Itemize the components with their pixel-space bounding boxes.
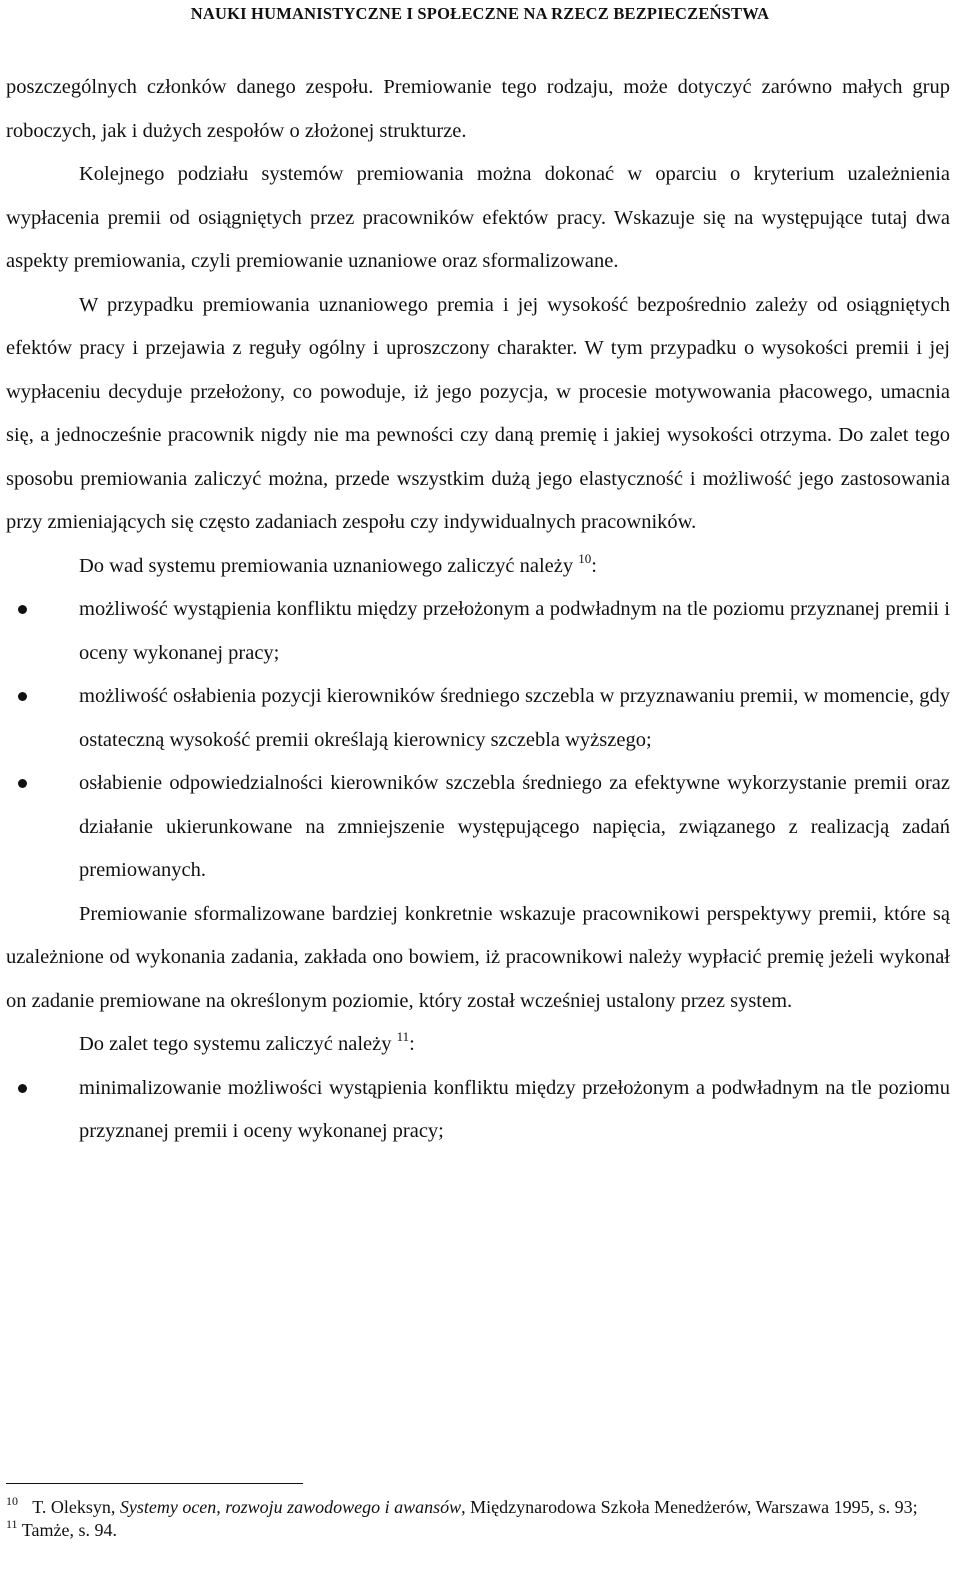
bullet-icon: [18, 779, 27, 788]
footnote-text: Tamże, s. 94.: [21, 1520, 117, 1540]
footnote-book-title: Systemy ocen, rozwoju zawodowego i awansów: [119, 1497, 462, 1517]
paragraph-intro-zalety: [6, 1023, 950, 1067]
list-item: [6, 1067, 950, 1154]
footnote-author: T. Oleksyn,: [32, 1497, 116, 1517]
list-item-text: możliwość osłabienia pozycji kierowników średniego szczebla w przyznawaniu premii, w momencie, gdy ostateczną wysokość premii określają kierownicy szczebla wyższego;: [79, 685, 950, 751]
list-item: [6, 588, 950, 675]
paragraph-intro-wady: [6, 545, 950, 589]
footnote-number: 11: [6, 1517, 18, 1531]
bullet-icon: [18, 1084, 27, 1093]
paragraph: Kolejnego podziału systemów premiowania można dokonać w oparciu o kryterium uzależnienia wypłacenia premii od osiągniętych przez pracowników efektów pracy. Wskazuje się na występujące tutaj dwa aspekty premiowania, czyli premiowanie uznaniowe oraz sformalizowane.: [6, 163, 950, 272]
footnote-reference: 10: [578, 550, 592, 566]
paragraph: poszczególnych członków danego zespołu. Premiowanie tego rodzaju, może dotyczyć zarówno małych grup roboczych, jak i dużych zespołów o złożonej strukturze.: [6, 76, 950, 142]
bullet-list-wady: [6, 588, 950, 893]
footnote-10: $^{10}$ T. Oleksyn, Systemy ocen, rozwoju zawodowego i awansów, Międzynarodowa Szkoła Menedżerów, Warszawa 1995, s. 93;: [6, 1494, 918, 1517]
paragraph-text: Do wad systemu premiowania uznaniowego zaliczyć należy: [79, 554, 574, 577]
footnote-11: [6, 1519, 950, 1542]
running-header: NAUKI HUMANISTYCZNE I SPOŁECZNE NA RZECZ BEZPIECZEŃSTWA: [190, 4, 770, 23]
list-item: [6, 762, 950, 893]
bullet-icon: [18, 692, 27, 701]
list-item-text: minimalizowanie możliwości wystąpienia konfliktu między przełożonym a podwładnym na tle poziomu przyznanej premii i oceny wykonanej pracy;: [79, 1076, 950, 1142]
footnote-publisher: , Międzynarodowa Szkoła Menedżerów, Warszawa 1995, s. 93;: [461, 1497, 918, 1517]
colon: :: [409, 1033, 415, 1055]
list-item-text: możliwość wystąpienia konfliktu między przełożonym a podwładnym na tle poziomu przyznanej premii i oceny wykonanej pracy;: [79, 598, 950, 664]
body-text: [6, 66, 950, 1154]
bullet-list-zalety: [6, 1067, 950, 1154]
colon: :: [591, 554, 597, 577]
footnote-reference: 11: [396, 1029, 410, 1044]
paragraph: Premiowanie sformalizowane bardziej konkretnie wskazuje pracownikowi perspektywy premii, które są uzależnione od wykonania zadania, zakłada ono bowiem, iż pracownikowi należy wypłacić premię jeżeli wykonał on zadanie premiowane na określonym poziomie, który został wcześniej ustalony przez system.: [6, 902, 950, 1012]
paragraph: W przypadku premiowania uznaniowego premia i jej wysokość bezpośrednio zależy od osiągniętych efektów pracy i przejawia z reguły ogólny i uproszczony charakter. W tym przypadku o wysokości premii i jej wypłaceniu decyduje przełożony, co powoduje, iż jego pozycja, w procesie motywowania płacowego, umacnia się, a jednocześnie pracownik nigdy nie ma pewności czy daną premię i jakiej wysokości otrzyma. Do zalet tego sposobu premiowania zaliczyć można, przede wszystkim dużą jego elastyczność i możliwość jego zastosowania przy zmieniających się często zadaniach zespołu czy indywidualnych pracowników.: [6, 293, 950, 533]
list-item-text: osłabienie odpowiedzialności kierowników szczebla średniego za efektywne wykorzystanie premii oraz działanie ukierunkowane na zmniejszenie występującego napięcia, związanego z realizacją zadań premiowanych.: [79, 772, 950, 881]
bullet-icon: [18, 605, 27, 614]
footnote-separator: [6, 1483, 303, 1484]
paragraph-text: Do zalet tego systemu zaliczyć należy: [79, 1033, 392, 1055]
footnotes: [6, 1496, 950, 1542]
list-item: [6, 675, 950, 762]
